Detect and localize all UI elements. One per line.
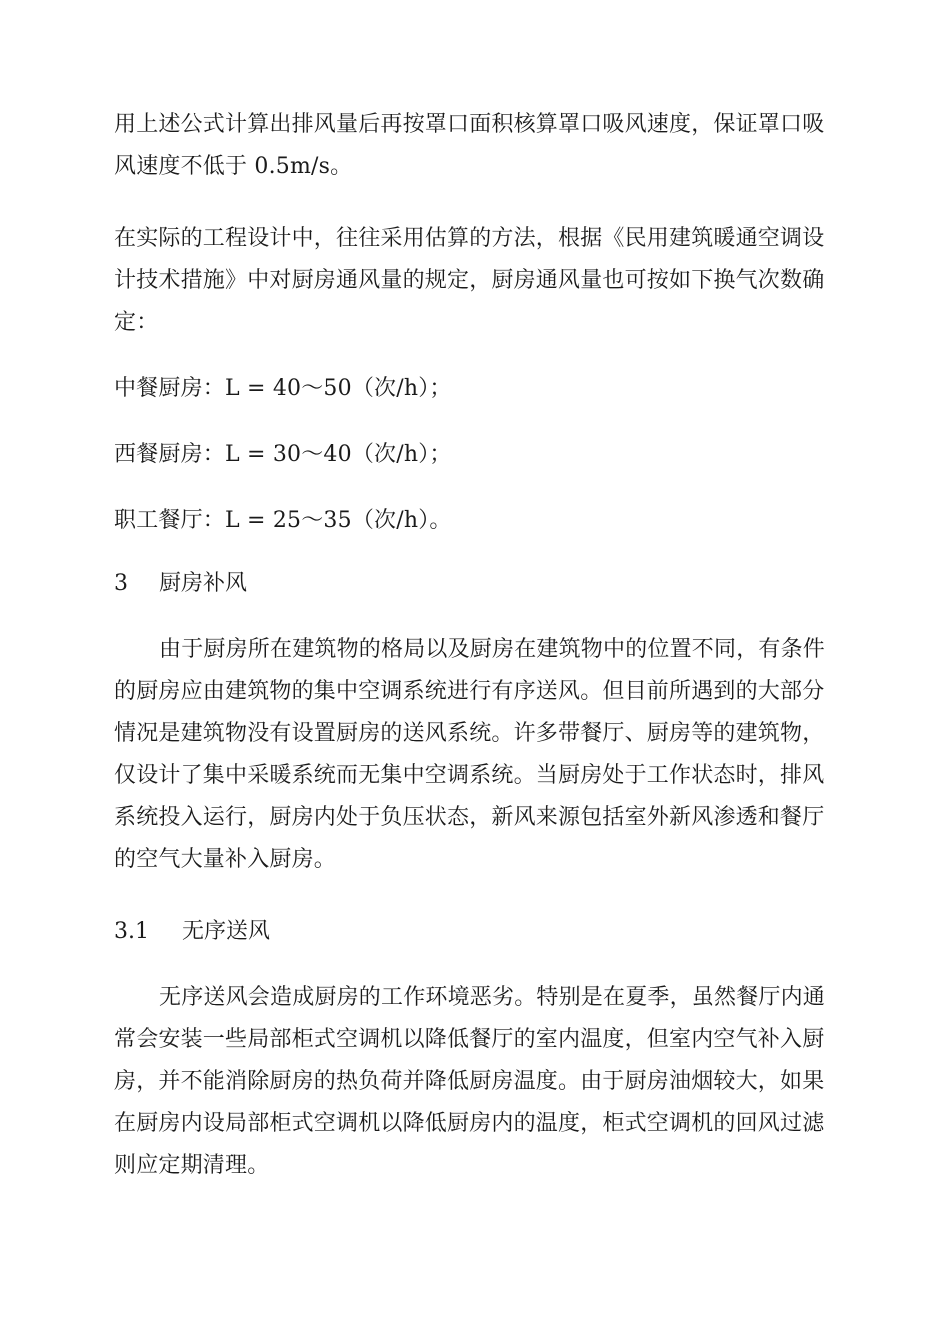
text-line: 房，并不能消除厨房的热负荷并降低厨房温度。由于厨房油烟较大，如果 bbox=[114, 1069, 825, 1094]
text-line: 则应定期清理。 bbox=[114, 1153, 270, 1178]
text-line: 无序送风会造成厨房的工作环境恶劣。特别是在夏季，虽然餐厅内通 bbox=[159, 985, 826, 1010]
text-line: 的厨房应由建筑物的集中空调系统进行有序送风。但目前所遇到的大部分 bbox=[114, 679, 825, 704]
section-title: 无序送风 bbox=[182, 919, 271, 944]
section-number: 3.1 bbox=[114, 919, 149, 944]
text-line: 的空气大量补入厨房。 bbox=[114, 847, 337, 872]
text-line: 仅设计了集中采暖系统而无集中空调系统。当厨房处于工作状态时，排风 bbox=[114, 763, 825, 788]
text-line: 计技术措施》中对厨房通风量的规定，厨房通风量也可按如下换气次数确 bbox=[114, 268, 825, 293]
text-line: 情况是建筑物没有设置厨房的送风系统。许多带餐厅、厨房等的建筑物， bbox=[114, 721, 825, 746]
text-line: 在实际的工程设计中，往往采用估算的方法，根据《民用建筑暖通空调设 bbox=[114, 226, 825, 251]
section-number: 3 bbox=[114, 571, 128, 596]
rate-item-western-kitchen: 西餐厨房：L = 30～40（次/h）； bbox=[114, 442, 452, 467]
text-line: 定： bbox=[114, 310, 159, 335]
text-line: 用上述公式计算出排风量后再按罩口面积核算罩口吸风速度，保证罩口吸 bbox=[114, 112, 825, 137]
text-line: 常会安装一些局部柜式空调机以降低餐厅的室内温度，但室内空气补入厨 bbox=[114, 1027, 825, 1052]
text-line: 风速度不低于 0.5m/s。 bbox=[114, 154, 353, 179]
rate-item-chinese-kitchen: 中餐厨房：L = 40～50（次/h）； bbox=[114, 376, 452, 401]
text-line: 系统投入运行，厨房内处于负压状态，新风来源包括室外新风渗透和餐厅 bbox=[114, 805, 825, 830]
text-line: 在厨房内设局部柜式空调机以降低厨房内的温度，柜式空调机的回风过滤 bbox=[114, 1111, 825, 1136]
section-title: 厨房补风 bbox=[159, 571, 248, 596]
rate-item-staff-canteen: 职工餐厅：L = 25～35（次/h）。 bbox=[114, 508, 452, 533]
text-line: 由于厨房所在建筑物的格局以及厨房在建筑物中的位置不同，有条件 bbox=[159, 637, 826, 662]
